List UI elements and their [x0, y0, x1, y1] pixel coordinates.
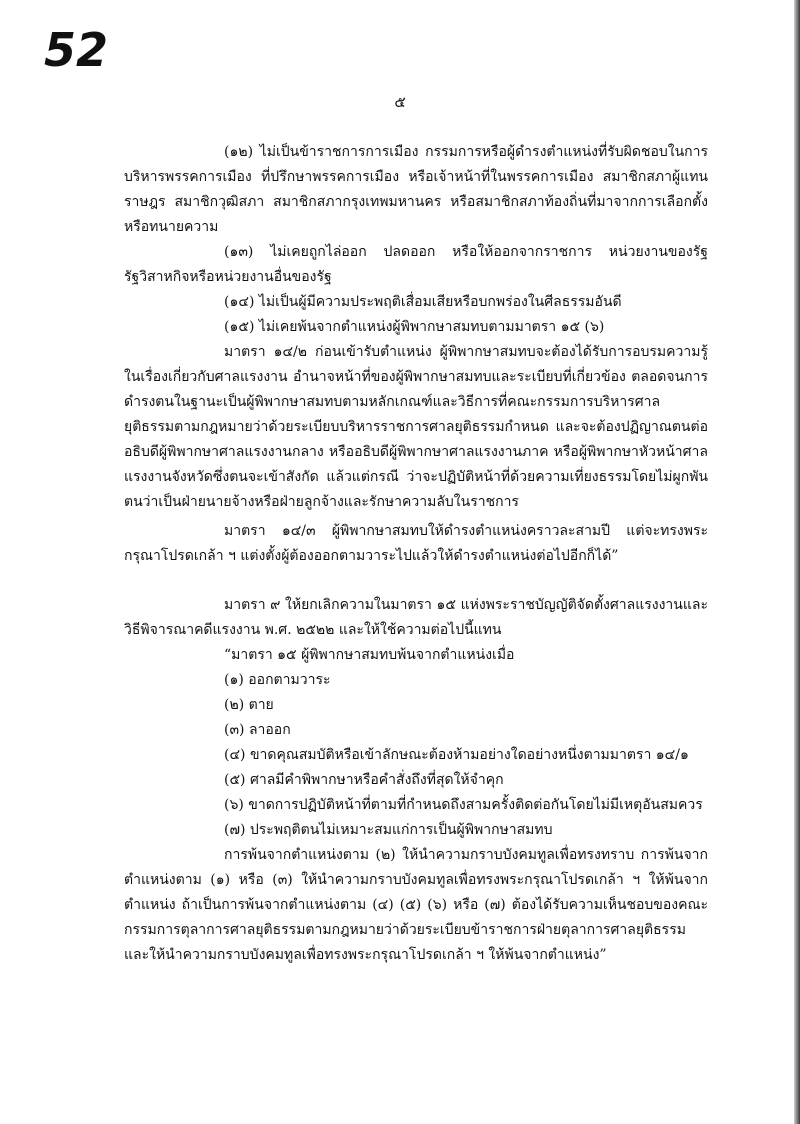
section-15-item-1: (๑) ออกตามวาระ	[224, 672, 331, 688]
section-14-3: มาตรา ๑๔/๓ ผู้พิพากษาสมทบให้ดำรงตำแหน่งคราวละสามปี แต่จะทรงพระกรุณาโปรดเกล้า ฯ แต่งตั้งผู้ต้องออกตามวาระไปแล้วให้ดำรงตำแหน่งต่อไปอีกก็ได้”	[124, 523, 708, 564]
scan-edge-shadow	[794, 0, 800, 1124]
handwritten-page-mark	[40, 18, 124, 78]
section-14-2: มาตรา ๑๔/๒ ก่อนเข้ารับตำแหน่ง ผู้พิพากษาสมทบจะต้องได้รับการอบรมความรู้ในเรื่องเกี่ยวกับศาลแรงงาน อำนาจหน้าที่ของผู้พิพากษาสมทบและระเบียบที่เกี่ยวข้อง ตลอดจนการดำรงตนในฐานะเป็นผู้พิพากษาสมทบตามหลักเกณฑ์และวิธีการที่คณะกรรมการบริหารศาลยุติธรรมตามกฎหมายว่าด้วยระเบียบบริหารราชการศาลยุติธรรมกำหนด และจะต้องปฏิญาณตนต่ออธิบดีผู้พิพากษาศาลแรงงานกลาง หรืออธิบดีผู้พิพากษาศาลแรงงานภาค หรือผู้พิพากษาหัวหน้าศาลแรงงานจังหวัดซึ่งตนจะเข้าสังกัด แล้วแต่กรณี ว่าจะปฏิบัติหน้าที่ด้วยความเที่ยงธรรมโดยไม่ผูกพันตนว่าเป็นฝ่ายนายจ้างหรือฝ่ายลูกจ้างและรักษาความลับในราชการ	[124, 344, 708, 510]
section-9: มาตรา ๙ ให้ยกเลิกความในมาตรา ๑๕ แห่งพระราชบัญญัติจัดตั้งศาลแรงงานและวิธีพิจารณาคดีแรงงาน พ.ศ. ๒๕๒๒ และให้ใช้ความต่อไปนี้แทน	[124, 597, 708, 638]
page-number: ๕	[394, 93, 406, 111]
clause-13: (๑๓) ไม่เคยถูกไล่ออก ปลดออก หรือให้ออกจากราชการ หน่วยงานของรัฐ รัฐวิสาหกิจหรือหน่วยงานอื่นของรัฐ	[124, 244, 708, 285]
clause-12: (๑๒) ไม่เป็นข้าราชการการเมือง กรรมการหรือผู้ดำรงตำแหน่งที่รับผิดชอบในการบริหารพรรคการเมือง ที่ปรึกษาพรรคการเมือง หรือเจ้าหน้าที่ในพรรคการเมือง สมาชิกสภาผู้แทนราษฎร สมาชิกวุฒิสภา สมาชิกสภากรุงเทพมหานคร หรือสมาชิกสภาท้องถิ่นที่มาจากการเลือกตั้ง หรือทนายความ	[124, 144, 708, 235]
section-15-item-2: (๒) ตาย	[224, 697, 274, 713]
section-15-item-7: (๗) ประพฤติตนไม่เหมาะสมแก่การเป็นผู้พิพากษาสมทบ	[224, 822, 553, 838]
section-15-item-4: (๔) ขาดคุณสมบัติหรือเข้าลักษณะต้องห้ามอย่างใดอย่างหนึ่งตามมาตรา ๑๔/๑	[224, 747, 689, 763]
handwritten-mark-text: 52	[44, 23, 109, 77]
section-15-item-3: (๓) ลาออก	[224, 722, 291, 738]
spacer	[124, 569, 708, 593]
document-body	[124, 140, 708, 968]
section-15-item-5: (๕) ศาลมีคำพิพากษาหรือคำสั่งถึงที่สุดให้จำคุก	[224, 772, 504, 788]
section-15-heading: “มาตรา ๑๕ ผู้พิพากษาสมทบพ้นจากตำแหน่งเมื่อ	[224, 647, 515, 663]
section-15-item-6: (๖) ขาดการปฏิบัติหน้าที่ตามที่กำหนดถึงสามครั้งติดต่อกันโดยไม่มีเหตุอันสมควร	[224, 797, 703, 813]
clause-14: (๑๔) ไม่เป็นผู้มีความประพฤติเสื่อมเสียหรือบกพร่องในศีลธรรมอันดี	[224, 294, 622, 310]
clause-15: (๑๕) ไม่เคยพ้นจากตำแหน่งผู้พิพากษาสมทบตามมาตรา ๑๕ (๖)	[224, 319, 605, 335]
section-15-closing: การพ้นจากตำแหน่งตาม (๒) ให้นำความกราบบังคมทูลเพื่อทรงทราบ การพ้นจากตำแหน่งตาม (๑) หรือ (๓) ให้นำความกราบบังคมทูลเพื่อทรงพระกรุณาโปรดเกล้า ฯ ให้พ้นจากตำแหน่ง ถ้าเป็นการพ้นจากตำแหน่งตาม (๔) (๕) (๖) หรือ (๗) ต้องได้รับความเห็นชอบของคณะกรรมการตุลาการศาลยุติธรรมตามกฎหมายว่าด้วยระเบียบข้าราชการฝ่ายตุลาการศาลยุติธรรมและให้นำความกราบบังคมทูลเพื่อทรงพระกรุณาโปรดเกล้า ฯ ให้พ้นจากตำแหน่ง”	[124, 847, 708, 963]
